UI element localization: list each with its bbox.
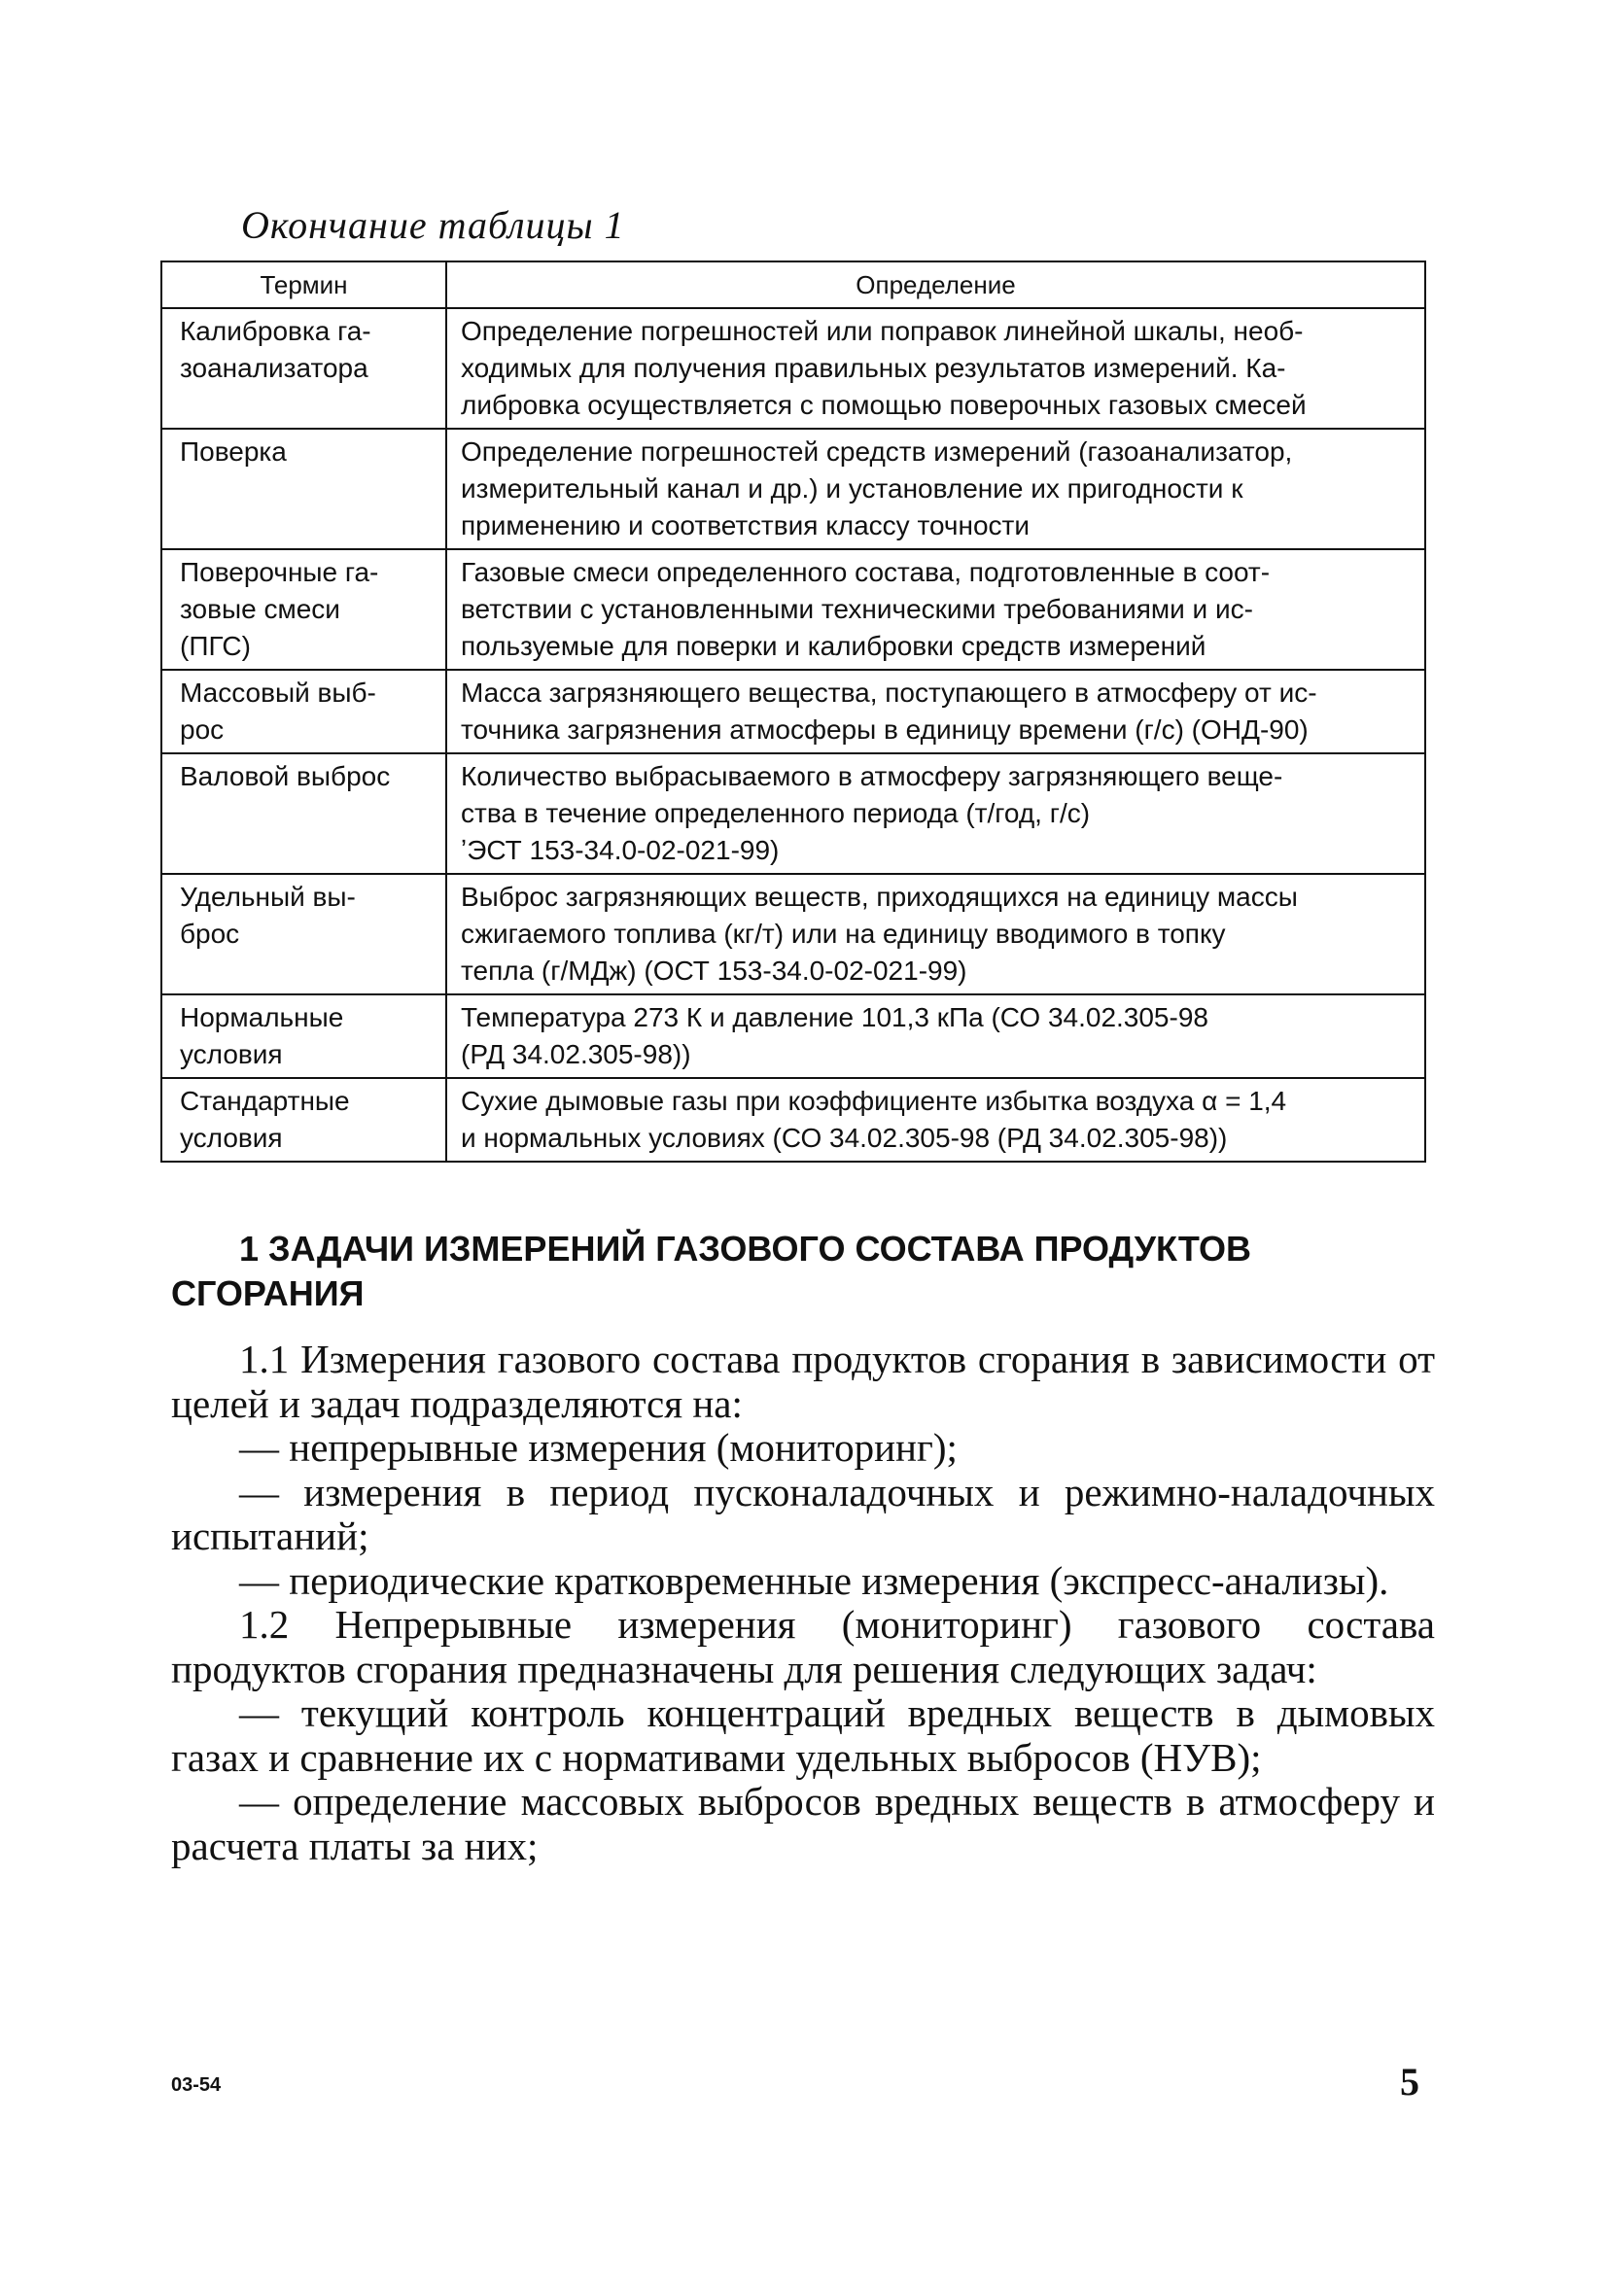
definition-line: Сухие дымовые газы при коэффициенте избытка воздуха α = 1,4 xyxy=(461,1086,1287,1116)
definition-line: сжигаемого топлива (кг/т) или на единицу вводимого в топку xyxy=(461,919,1226,949)
definition-line: Определение погрешностей средств измерений (газоанализатор, xyxy=(461,436,1293,467)
definition-line: либровка осуществляется с помощью поверочных газовых смесей xyxy=(461,390,1307,420)
definition-line: (РД 34.02.305-98)) xyxy=(461,1039,691,1069)
definition-line: ʼЭСТ 153-34.0-02-021-99) xyxy=(461,835,780,865)
term-line: условия xyxy=(180,1039,283,1069)
paragraph-text: — определение массовых выбросов вредных веществ в атмосферу и расчета платы за них; xyxy=(171,1779,1435,1868)
term-line: зоанализатора xyxy=(180,353,368,383)
definition-line: пользуемые для поверки и калибровки средств измерений xyxy=(461,631,1206,661)
definition-cell xyxy=(446,670,1425,753)
definition-line: Выброс загрязняющих веществ, приходящихся на единицу массы xyxy=(461,882,1298,912)
term-cell xyxy=(161,670,446,753)
term-line: рос xyxy=(180,714,225,745)
term-line: Валовой выброс xyxy=(180,761,391,791)
paragraph-text: — периодические кратковременные измерения (экспресс-анализы). xyxy=(239,1557,1389,1603)
term-line: (ПГС) xyxy=(180,631,251,661)
definition-line: Масса загрязняющего вещества, поступающего в атмосферу от ис- xyxy=(461,678,1317,708)
term-cell xyxy=(161,1078,446,1162)
term-line: Стандартные xyxy=(180,1086,350,1116)
definition-line: Газовые смеси определенного состава, подготовленные в соот- xyxy=(461,557,1271,587)
term-line: Нормальные xyxy=(180,1002,344,1032)
table-row xyxy=(161,429,1425,549)
term-line: зовые смеси xyxy=(180,594,340,624)
table-row xyxy=(161,670,1425,753)
term-cell xyxy=(161,549,446,670)
body-paragraph xyxy=(171,1426,1435,1471)
table-row xyxy=(161,753,1425,874)
body-paragraph xyxy=(171,1691,1435,1780)
paragraph-text: — непрерывные измерения (мониторинг); xyxy=(239,1425,958,1470)
paragraph-text: Измерения газового состава продуктов сгорания в зависимости от целей и задач подразделяются на: xyxy=(171,1337,1435,1426)
table-body xyxy=(161,308,1425,1162)
term-line: брос xyxy=(180,919,240,949)
term-line: условия xyxy=(180,1123,283,1153)
paragraph-text: — измерения в период пусконаладочных и режимно-наладочных испытаний; xyxy=(171,1469,1435,1558)
body-text xyxy=(171,1338,1435,1868)
table-row xyxy=(161,549,1425,670)
definition-line: ходимых для получения правильных результатов измерений. Ка- xyxy=(461,353,1286,383)
body-paragraph xyxy=(171,1559,1435,1604)
definition-line: ства в течение определенного периода (т/год, г/с) xyxy=(461,798,1091,828)
term-line: Массовый выб- xyxy=(180,678,376,708)
term-line: Удельный вы- xyxy=(180,882,356,912)
paragraph-text: — текущий контроль концентраций вредных веществ в дымовых газах и сравнение их с нормативами удельных выбросов (НУВ); xyxy=(171,1690,1435,1780)
definition-cell xyxy=(446,429,1425,549)
definition-cell xyxy=(446,549,1425,670)
definition-cell xyxy=(446,994,1425,1078)
body-paragraph xyxy=(171,1338,1435,1426)
definition-cell xyxy=(446,308,1425,429)
section-heading xyxy=(171,1227,1430,1316)
page-number: 5 xyxy=(1400,2060,1419,2104)
body-paragraph xyxy=(171,1603,1435,1691)
paragraph-number: 1.2 xyxy=(239,1602,290,1647)
definition-line: Определение погрешностей или поправок линейной шкалы, необ- xyxy=(461,316,1304,346)
section-number: 1 xyxy=(239,1229,260,1269)
section-title: ЗАДАЧИ ИЗМЕРЕНИЙ ГАЗОВОГО СОСТАВА ПРОДУКТОВ СГОРАНИЯ xyxy=(171,1229,1251,1313)
paragraph-text: Непрерывные измерения (мониторинг) газового состава продуктов сгорания предназначены для решения следующих задач: xyxy=(171,1602,1435,1691)
definition-line: ветствии с установленными техническими требованиями и ис- xyxy=(461,594,1253,624)
term-cell xyxy=(161,874,446,994)
definition-line: измерительный канал и др.) и установление их пригодности к xyxy=(461,473,1243,504)
table-row xyxy=(161,994,1425,1078)
paragraph-number: 1.1 xyxy=(239,1337,290,1381)
terms-table xyxy=(160,261,1426,1163)
term-line: Поверочные га- xyxy=(180,557,379,587)
definition-line: Температура 273 К и давление 101,3 кПа (СО 34.02.305-98 xyxy=(461,1002,1208,1032)
header-definition: Определение xyxy=(446,261,1425,308)
definition-line: тепла (г/МДж) (ОСТ 153-34.0-02-021-99) xyxy=(461,956,967,986)
definition-line: применению и соответствия классу точности xyxy=(461,510,1031,540)
term-line: Поверка xyxy=(180,436,287,467)
body-paragraph xyxy=(171,1780,1435,1868)
definition-cell xyxy=(446,753,1425,874)
table-row xyxy=(161,1078,1425,1162)
table-row xyxy=(161,308,1425,429)
term-cell xyxy=(161,429,446,549)
footer-code: 03-54 xyxy=(171,2074,222,2096)
definition-cell xyxy=(446,1078,1425,1162)
table-caption: Окончание таблицы 1 xyxy=(241,203,625,247)
table-header-row xyxy=(161,261,1425,308)
body-paragraph xyxy=(171,1471,1435,1559)
term-cell xyxy=(161,753,446,874)
term-line: Калибровка га- xyxy=(180,316,371,346)
definition-cell xyxy=(446,874,1425,994)
definition-line: точника загрязнения атмосферы в единицу времени (г/с) (ОНД-90) xyxy=(461,714,1309,745)
definition-line: Количество выбрасываемого в атмосферу загрязняющего веще- xyxy=(461,761,1283,791)
header-term: Термин xyxy=(161,261,446,308)
definition-line: и нормальных условиях (СО 34.02.305-98 (РД 34.02.305-98)) xyxy=(461,1123,1228,1153)
term-cell xyxy=(161,308,446,429)
term-cell xyxy=(161,994,446,1078)
table-row xyxy=(161,874,1425,994)
